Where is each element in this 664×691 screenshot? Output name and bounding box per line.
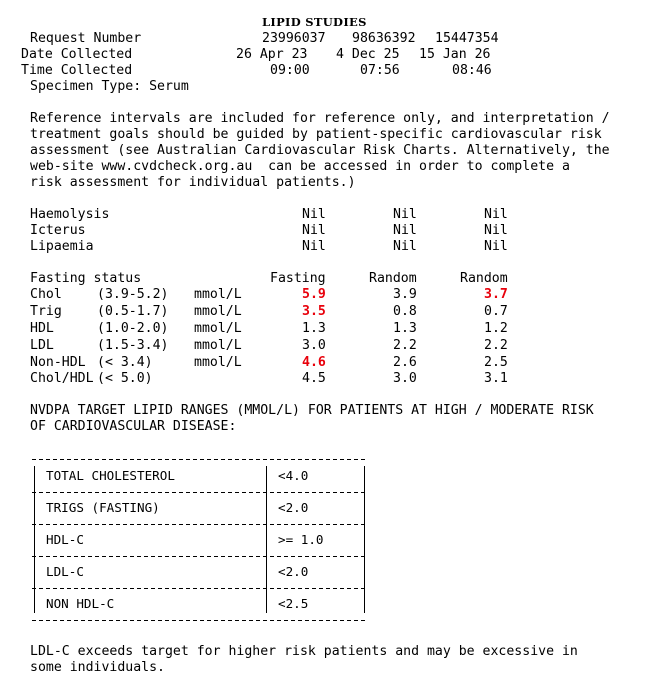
reference-range: (< 5.0) bbox=[97, 371, 153, 386]
index-value: Nil bbox=[393, 207, 417, 222]
time-collected-2: 07:56 bbox=[360, 63, 400, 78]
index-value: Nil bbox=[302, 239, 326, 254]
target-value: >= 1.0 bbox=[278, 532, 324, 547]
report-title: LIPID STUDIES bbox=[262, 15, 367, 29]
index-name: Lipaemia bbox=[30, 239, 94, 254]
reference-range: (< 3.4) bbox=[97, 355, 153, 370]
time-collected-3: 08:46 bbox=[452, 63, 492, 78]
date-collected-label: Date Collected bbox=[21, 47, 133, 62]
result-value: 1.2 bbox=[484, 321, 508, 336]
target-value: <2.0 bbox=[278, 500, 309, 515]
result-value-high: 4.6 bbox=[302, 355, 326, 370]
result-value: 3.1 bbox=[484, 371, 508, 386]
footer-note-line: LDL-C exceeds target for higher risk patients and may be excessive in bbox=[30, 644, 578, 659]
reference-note-line: web-site www.cvdcheck.org.au can be accessed in order to complete a bbox=[30, 159, 570, 174]
index-value: Nil bbox=[393, 239, 417, 254]
result-value: 2.6 bbox=[393, 355, 417, 370]
fasting-status-label: Fasting status bbox=[30, 271, 142, 286]
reference-note-line: assessment (see Australian Cardiovascular Risk Charts. Alternatively, the bbox=[30, 143, 610, 158]
result-value: 0.8 bbox=[393, 304, 417, 319]
reference-range: (3.9-5.2) bbox=[97, 287, 169, 302]
unit: mmol/L bbox=[194, 355, 242, 370]
index-value: Nil bbox=[302, 207, 326, 222]
reference-note-line: treatment goals should be guided by patient-specific cardiovascular risk bbox=[30, 127, 602, 142]
nvdpa-heading-line: NVDPA TARGET LIPID RANGES (MMOL/L) FOR PATIENTS AT HIGH / MODERATE RISK bbox=[30, 403, 594, 418]
index-value: Nil bbox=[393, 223, 417, 238]
result-value: 0.7 bbox=[484, 304, 508, 319]
target-value: <2.0 bbox=[278, 564, 309, 579]
unit: mmol/L bbox=[194, 338, 242, 353]
result-value: 2.2 bbox=[393, 338, 417, 353]
target-name: TRIGS (FASTING) bbox=[46, 500, 160, 515]
target-name: TOTAL CHOLESTEROL bbox=[46, 468, 175, 483]
lipid-name: Trig bbox=[30, 304, 62, 319]
index-value: Nil bbox=[484, 239, 508, 254]
lipid-name: LDL bbox=[30, 338, 54, 353]
result-value: 3.0 bbox=[393, 371, 417, 386]
lipid-name: Non-HDL bbox=[30, 355, 86, 370]
date-collected-3: 15 Jan 26 bbox=[419, 47, 491, 62]
reference-range: (1.5-3.4) bbox=[97, 338, 169, 353]
date-collected-1: 26 Apr 23 bbox=[236, 47, 308, 62]
target-name: LDL-C bbox=[46, 564, 84, 579]
result-value: 2.2 bbox=[484, 338, 508, 353]
lipid-name: HDL bbox=[30, 321, 54, 336]
result-value: 4.5 bbox=[302, 371, 326, 386]
reference-range: (1.0-2.0) bbox=[97, 321, 169, 336]
reference-note-line: Reference intervals are included for reference only, and interpretation / bbox=[30, 111, 610, 126]
target-value: <2.5 bbox=[278, 596, 309, 611]
result-value: 3.9 bbox=[393, 287, 417, 302]
result-value: 1.3 bbox=[302, 321, 326, 336]
target-name: NON HDL-C bbox=[46, 596, 115, 611]
index-value: Nil bbox=[302, 223, 326, 238]
time-collected-label: Time Collected bbox=[21, 63, 133, 78]
target-name: HDL-C bbox=[46, 532, 84, 547]
reference-note-line: risk assessment for individual patients.) bbox=[30, 175, 356, 190]
fasting-status-value: Random bbox=[460, 271, 508, 286]
result-value: 1.3 bbox=[393, 321, 417, 336]
unit: mmol/L bbox=[194, 287, 242, 302]
fasting-status-value: Random bbox=[369, 271, 417, 286]
lipid-name: Chol/HDL bbox=[30, 371, 94, 386]
index-name: Icterus bbox=[30, 223, 86, 238]
request-number-1: 23996037 bbox=[262, 31, 326, 46]
unit: mmol/L bbox=[194, 321, 242, 336]
request-number-label: Request Number bbox=[30, 31, 142, 46]
target-value: <4.0 bbox=[278, 468, 309, 483]
fasting-status-value: Fasting bbox=[270, 271, 326, 286]
unit: mmol/L bbox=[194, 304, 242, 319]
index-value: Nil bbox=[484, 223, 508, 238]
result-value-high: 5.9 bbox=[302, 287, 326, 302]
date-collected-2: 4 Dec 25 bbox=[336, 47, 400, 62]
nvdpa-heading-line: OF CARDIOVASCULAR DISEASE: bbox=[30, 419, 237, 434]
result-value: 2.5 bbox=[484, 355, 508, 370]
request-number-2: 98636392 bbox=[352, 31, 416, 46]
index-name: Haemolysis bbox=[30, 207, 110, 222]
specimen-type: Specimen Type: Serum bbox=[30, 79, 189, 94]
result-value: 3.0 bbox=[302, 338, 326, 353]
index-value: Nil bbox=[484, 207, 508, 222]
request-number-3: 15447354 bbox=[435, 31, 499, 46]
reference-range: (0.5-1.7) bbox=[97, 304, 169, 319]
time-collected-1: 09:00 bbox=[270, 63, 310, 78]
result-value-high: 3.7 bbox=[484, 287, 508, 302]
result-value-high: 3.5 bbox=[302, 304, 326, 319]
lipid-name: Chol bbox=[30, 287, 62, 302]
footer-note-line: some individuals. bbox=[30, 660, 165, 675]
